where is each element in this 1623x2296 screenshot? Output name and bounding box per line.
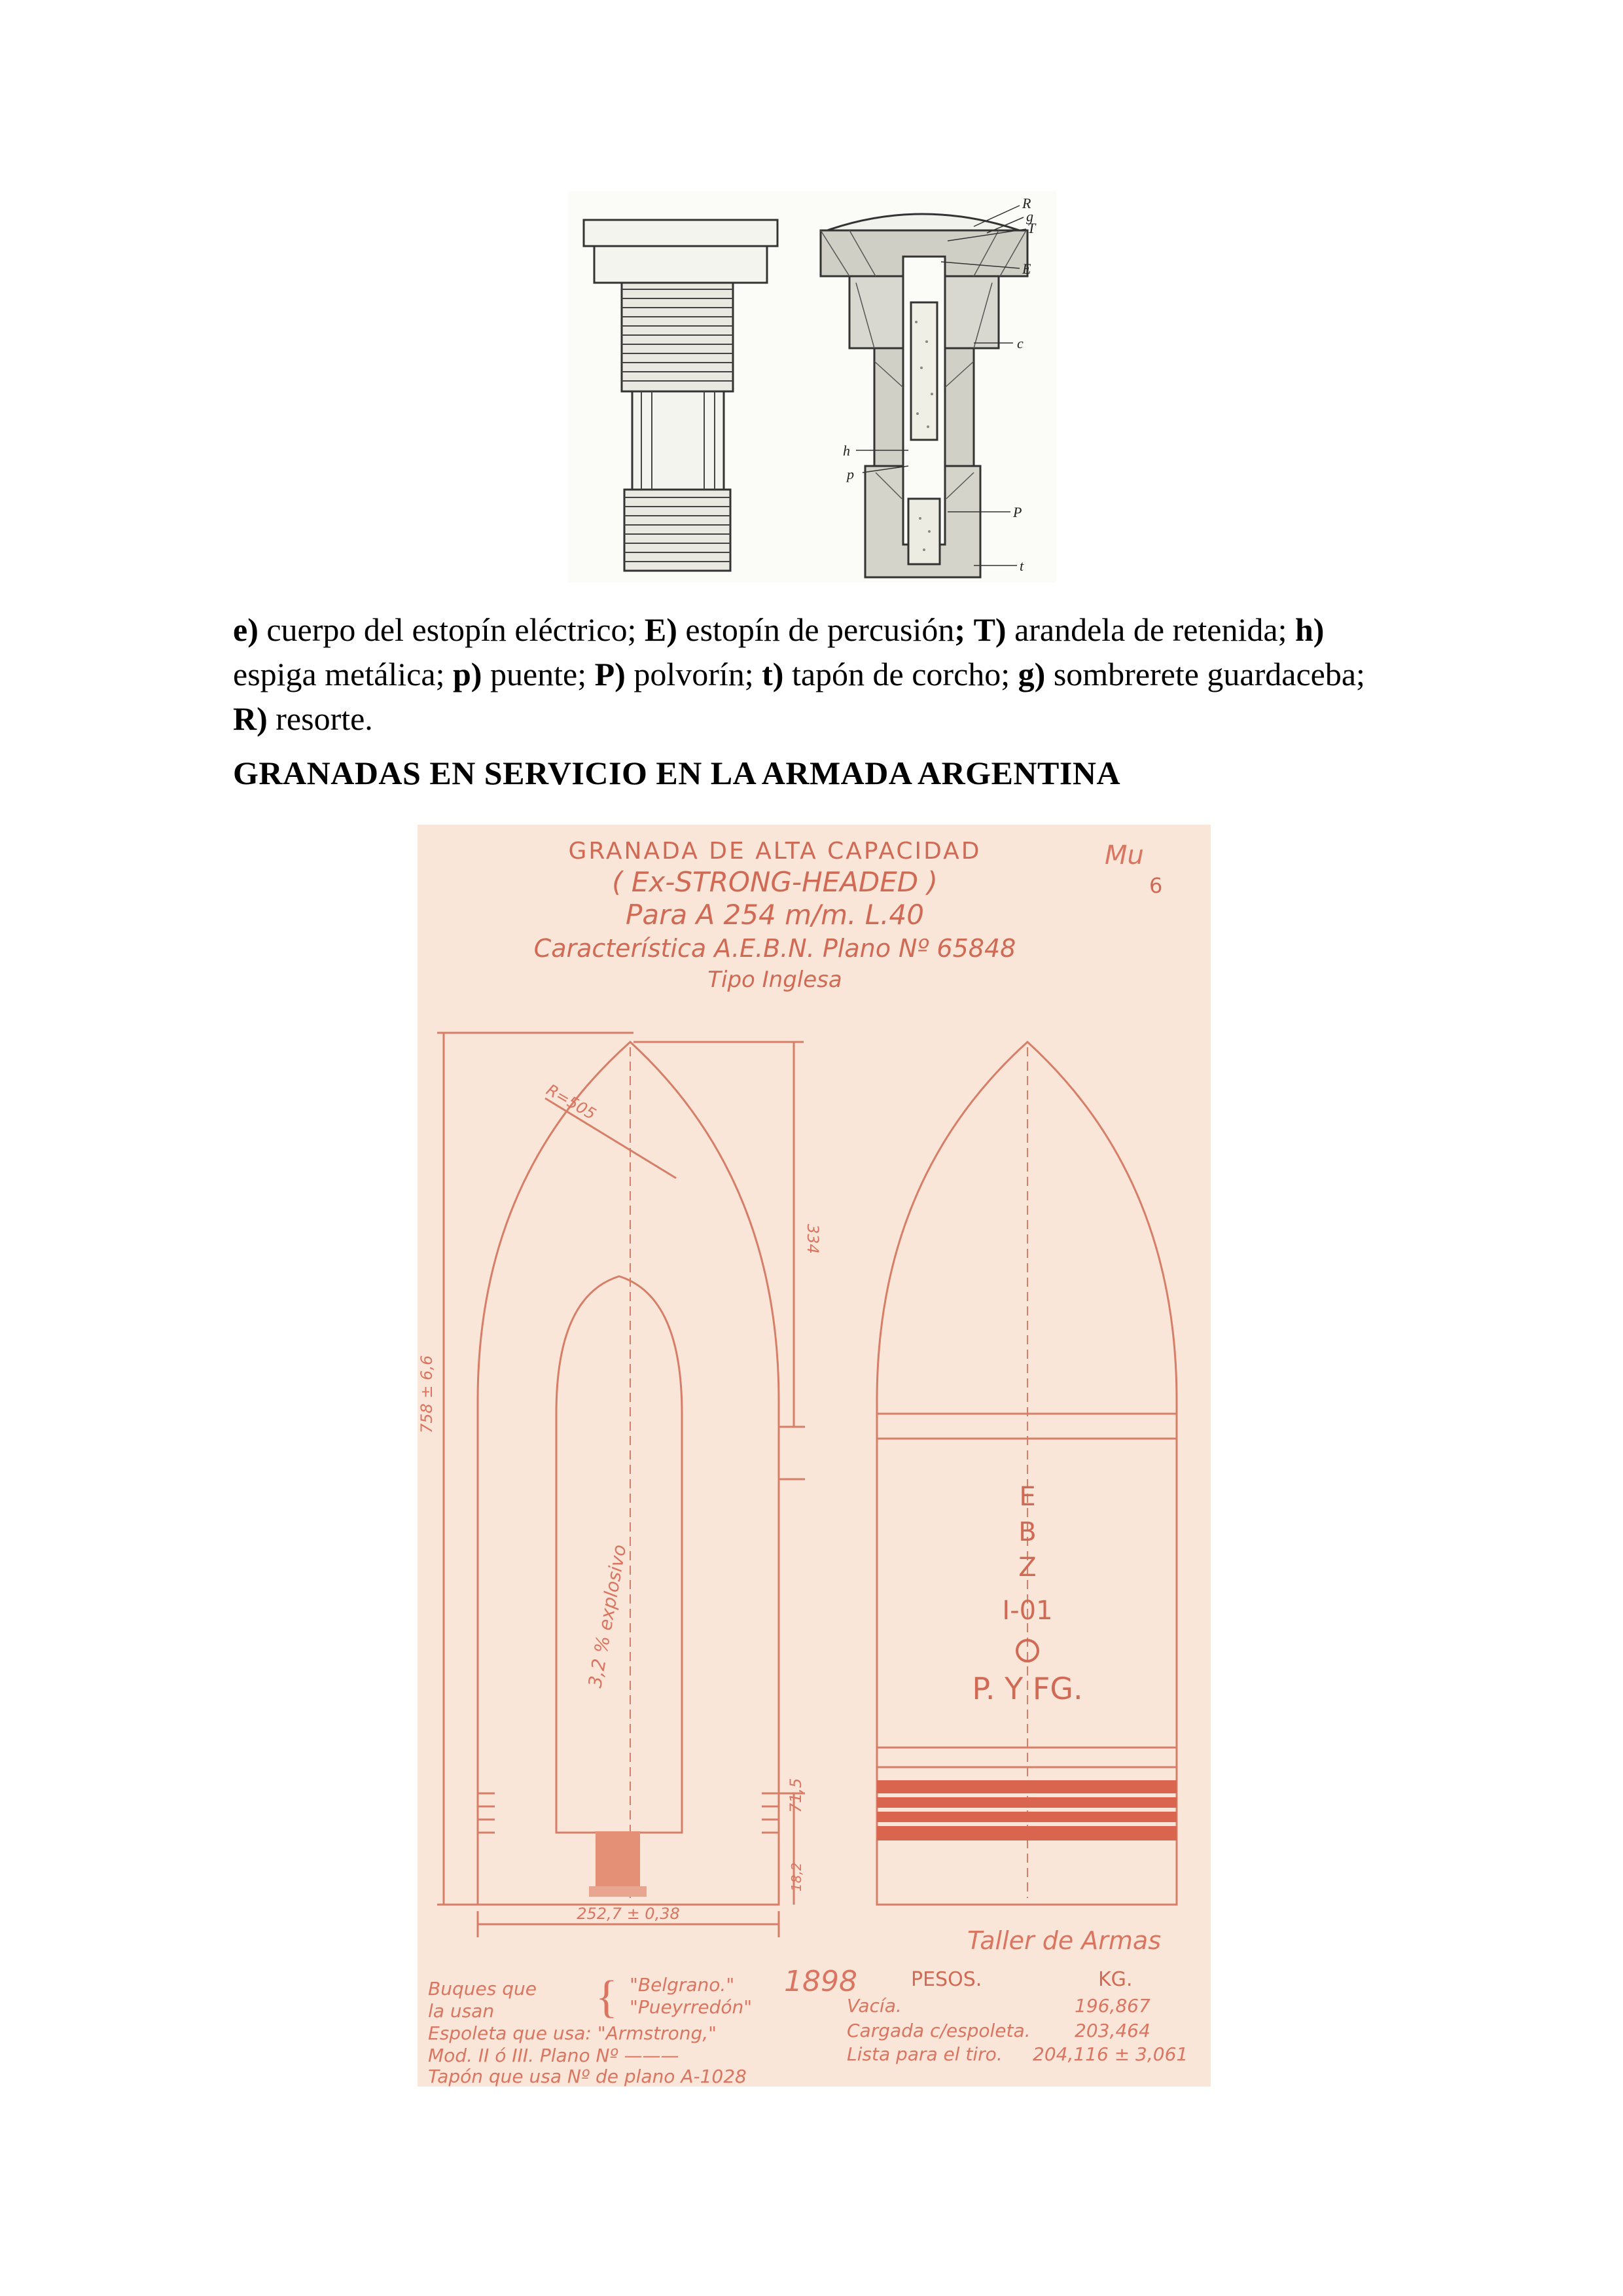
buques-label-2: la usan bbox=[428, 2000, 495, 2022]
drawing-title: GRANADA DE ALTA CAPACIDAD bbox=[568, 838, 982, 865]
caption-text: puente; bbox=[482, 656, 595, 692]
caption-text: tapón de corcho; bbox=[783, 656, 1018, 692]
shell-drawing bbox=[418, 825, 1211, 2087]
dim-band: 71,5 bbox=[787, 1778, 805, 1813]
mod-line: Mod. II ó III. Plano Nº ——— bbox=[428, 2045, 679, 2066]
caption-text: sombrerete guardaceba; bbox=[1045, 656, 1365, 692]
weight-value: 203,464 bbox=[1075, 2020, 1150, 2041]
fuse-label-t: t bbox=[1020, 558, 1024, 574]
caption-key: p) bbox=[452, 656, 482, 692]
caption-key: E) bbox=[644, 611, 677, 648]
caption-key: P) bbox=[594, 656, 626, 692]
pesos-header: PESOS. bbox=[911, 1968, 982, 1991]
caption-key: h) bbox=[1294, 611, 1325, 648]
buques-label: Buques que bbox=[428, 1978, 537, 2000]
espoleta-line: Espoleta que usa: "Armstrong," bbox=[428, 2022, 717, 2044]
caption-key: T) bbox=[973, 611, 1007, 648]
dim-total: 758 ± 6,6 bbox=[418, 1355, 436, 1433]
caption-text: estopín de percusión bbox=[677, 611, 955, 648]
section-heading: GRANADAS EN SERVICIO EN LA ARMADA ARGENTINA bbox=[233, 755, 1121, 791]
explosive-label: 3,2 % explosivo bbox=[584, 1543, 631, 1690]
dim-width: 252,7 ± 0,38 bbox=[577, 1905, 680, 1923]
marking-maker: P. Y FG. bbox=[972, 1671, 1083, 1706]
marking-z: Z bbox=[1018, 1552, 1037, 1583]
caption-text: resorte. bbox=[267, 700, 373, 737]
fuse-label-g: g bbox=[1026, 208, 1033, 224]
drawing-year: 1898 bbox=[784, 1965, 857, 1998]
caption-key: t) bbox=[762, 656, 784, 692]
drawing-plan: Característica A.E.B.N. Plano Nº 65848 bbox=[533, 934, 1016, 963]
fuse-label-R: R bbox=[1022, 195, 1031, 211]
fuse-label-p: p bbox=[847, 466, 854, 482]
weight-label: Cargada c/espoleta. bbox=[847, 2020, 1031, 2041]
dim-nose: 334 bbox=[804, 1224, 822, 1254]
dim-radius: R=505 bbox=[543, 1080, 599, 1124]
fuse-label-E: E bbox=[1022, 260, 1031, 277]
fuse-diagram bbox=[568, 191, 1056, 583]
fuse-label-T: T bbox=[1027, 220, 1036, 236]
caption-key: e) bbox=[233, 611, 259, 648]
caption-key: ; bbox=[954, 611, 966, 648]
weight-value: 196,867 bbox=[1075, 1995, 1150, 2017]
weight-label: Lista para el tiro. bbox=[847, 2043, 1003, 2065]
fuse-label-c: c bbox=[1017, 335, 1024, 351]
drawing-caliber: Para A 254 m/m. L.40 bbox=[626, 899, 924, 931]
sheet-number: 6 bbox=[1149, 873, 1163, 898]
figure-caption bbox=[233, 607, 1398, 741]
fuse-label-h: h bbox=[843, 442, 850, 459]
caption-key: g) bbox=[1018, 656, 1046, 692]
weight-value: 204,116 ± 3,061 bbox=[1033, 2043, 1188, 2065]
kg-header: KG. bbox=[1098, 1968, 1133, 1991]
ship-name: "Belgrano." bbox=[630, 1974, 735, 1996]
marking-b: B bbox=[1018, 1517, 1037, 1547]
drawing-initials: Mu bbox=[1105, 840, 1144, 870]
marking-lot: I-01 bbox=[1002, 1596, 1053, 1626]
workshop-signature: Taller de Armas bbox=[967, 1926, 1162, 1955]
drawing-subtitle: ( Ex-STRONG-HEADED ) bbox=[612, 866, 938, 898]
dim-base: 18,2 bbox=[789, 1862, 804, 1892]
fuse-label-P: P bbox=[1013, 504, 1022, 520]
weight-label: Vacía. bbox=[847, 1995, 902, 2017]
caption-text bbox=[965, 611, 974, 648]
marking-e: E bbox=[1019, 1482, 1036, 1512]
caption-key: R) bbox=[233, 700, 268, 737]
caption-text: polvorín; bbox=[625, 656, 762, 692]
svg-text:{: { bbox=[596, 1972, 618, 2022]
caption-text: espiga metálica; bbox=[233, 656, 453, 692]
caption-text: cuerpo del estopín eléctrico; bbox=[258, 611, 645, 648]
tapon-line: Tapón que usa Nº de plano A-1028 bbox=[428, 2066, 747, 2087]
ship-name: "Pueyrredón" bbox=[630, 1996, 753, 2018]
caption-text: arandela de retenida; bbox=[1006, 611, 1295, 648]
drawing-type: Tipo Inglesa bbox=[707, 967, 842, 993]
